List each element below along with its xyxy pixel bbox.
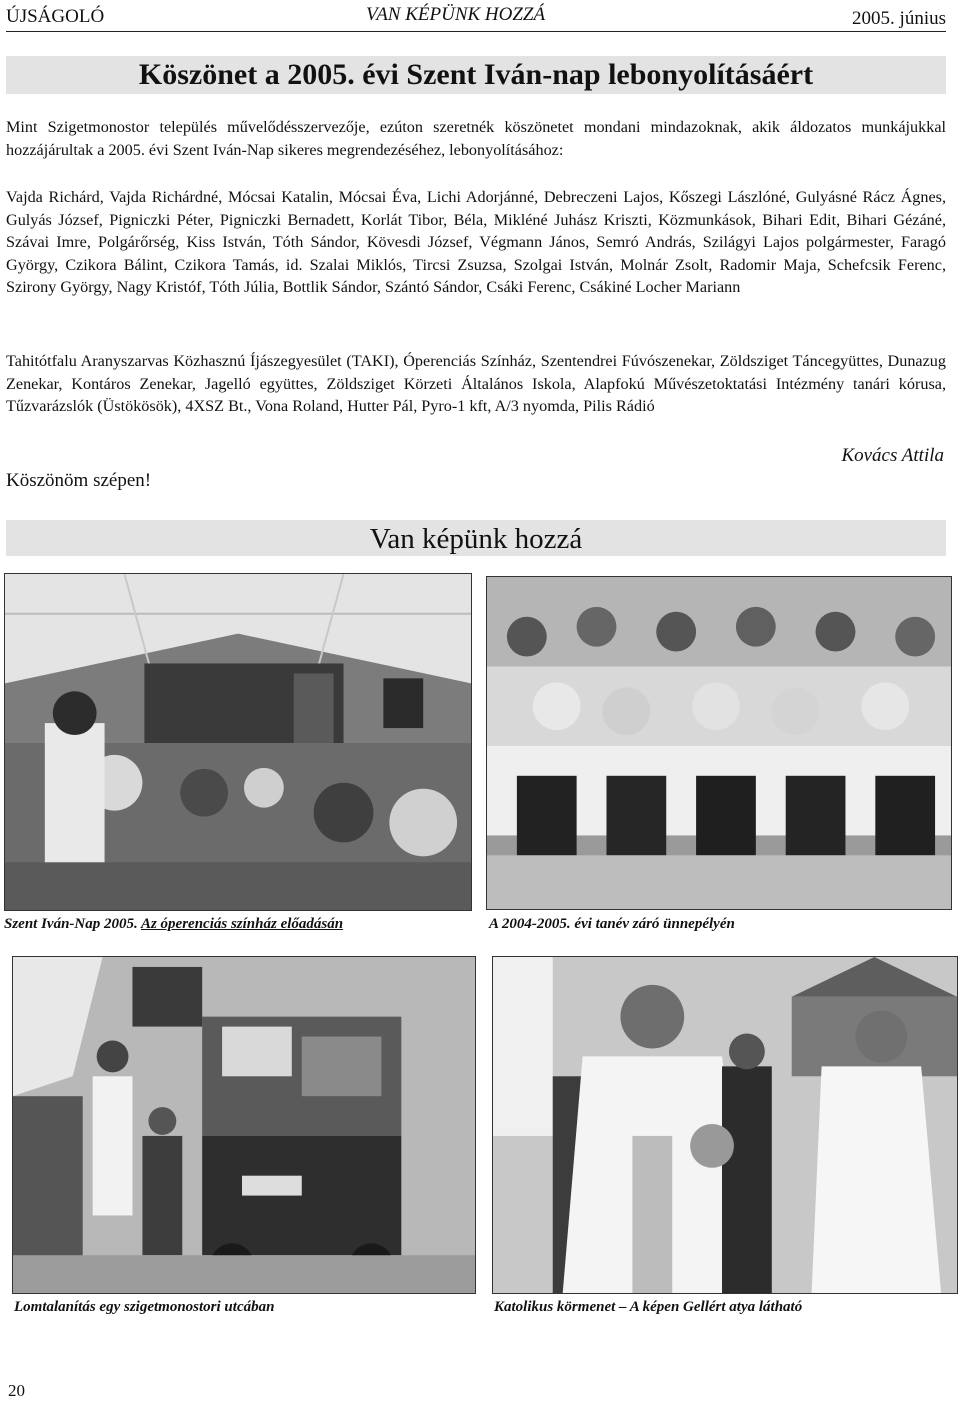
article-organizations-list: Tahitótfalu Aranyszarvas Közhasznú Íjászegyesület (TAKI), Óperenciás Színház, Szentendrei Fúvószenekar, Zöldsziget Táncegyüttes, Dunazug Zenekar, Kontáros Zenekar, Jagelló együttes, Zöldsziget Körzeti Általános Iskola, Alapfokú Művészetoktatási Intézmény tanári kórusa, Tűzvarázslók (Üstökösök), 4XSZ Bt., Vona Roland, Hutter Pál, Pyro-1 kft, A/3 nyomda, Pilis Rádió <box>6 352 946 416</box>
article-thanks: Köszönöm szépen! <box>6 470 152 491</box>
article-people-list: Vajda Richárd, Vajda Richárdné, Mócsai Katalin, Mócsai Éva, Lichi Adorjánné, Debreczeni Lajos, Kőszegi Lászlóné, Gulyásné Rácz Ágnes, Gulyás József, Pigniczki Péter, Pigniczki Bernadett, Korlát Tibor, Béla, Mikléné Juhász Kriszti, Közmunkások, Bihari Edit, Bihari Gézáné, Szávai Imre, Polgárőrség, Kiss István, Tóth Sándor, Kövesdi József, Végmann János, Semró András, Szilágyi Lajos polgármester, Faragó György, Czikora Bálint, Czikora Tamás, id. Szalai Miklós, Tircsi Zsuzsa, Szolgai István, Molnár Zsolt, Radomir Maja, Schefcsik Ferenc, Szirony György, Nagy Kristóf, Tóth Júlia, Bottlik Sándor, Szántó Sándor, Csáki Ferenc, Csákiné Locher Mariann <box>6 188 946 297</box>
article-title: Köszönet a 2005. évi Szent Iván-nap lebonyolításáért <box>6 56 946 94</box>
caption-photo-2: A 2004-2005. évi tanév záró ünnepélyén <box>489 916 735 932</box>
header-divider <box>6 31 946 32</box>
page-number: 20 <box>8 1381 25 1400</box>
article-intro: Mint Szigetmonostor település művelődésszervezője, ezúton szeretnék köszönetet mondani mindazoknak, akik áldozatos munkájukkal hozzájárultak a 2005. évi Szent Iván-Nap sikeres megrendezéséhez, lebonyolításához: <box>6 118 946 159</box>
photo-theatre-performance <box>4 573 472 911</box>
photo-school-ceremony <box>486 576 952 910</box>
caption-photo-1 <box>4 916 343 933</box>
caption-photo-1-title: Az óperenciás színház előadásán <box>140 916 344 932</box>
photo-cleanup-truck <box>12 956 476 1294</box>
photo-catholic-procession <box>492 956 958 1294</box>
caption-photo-3: Lomtalanítás egy szigetmonostori utcában <box>14 1299 275 1315</box>
caption-photo-1-prefix: Szent Iván-Nap 2005. <box>4 916 141 932</box>
gallery-title: Van képünk hozzá <box>6 520 946 556</box>
header-date: 2005. június <box>852 8 946 29</box>
article-signature: Kovács Attila <box>841 445 944 466</box>
caption-photo-4: Katolikus körmenet – A képen Gellért atya látható <box>494 1299 803 1315</box>
page-header <box>6 4 946 32</box>
header-section: VAN KÉPÜNK HOZZÁ <box>366 4 546 25</box>
header-publication: ÚJSÁGOLÓ <box>6 6 105 27</box>
